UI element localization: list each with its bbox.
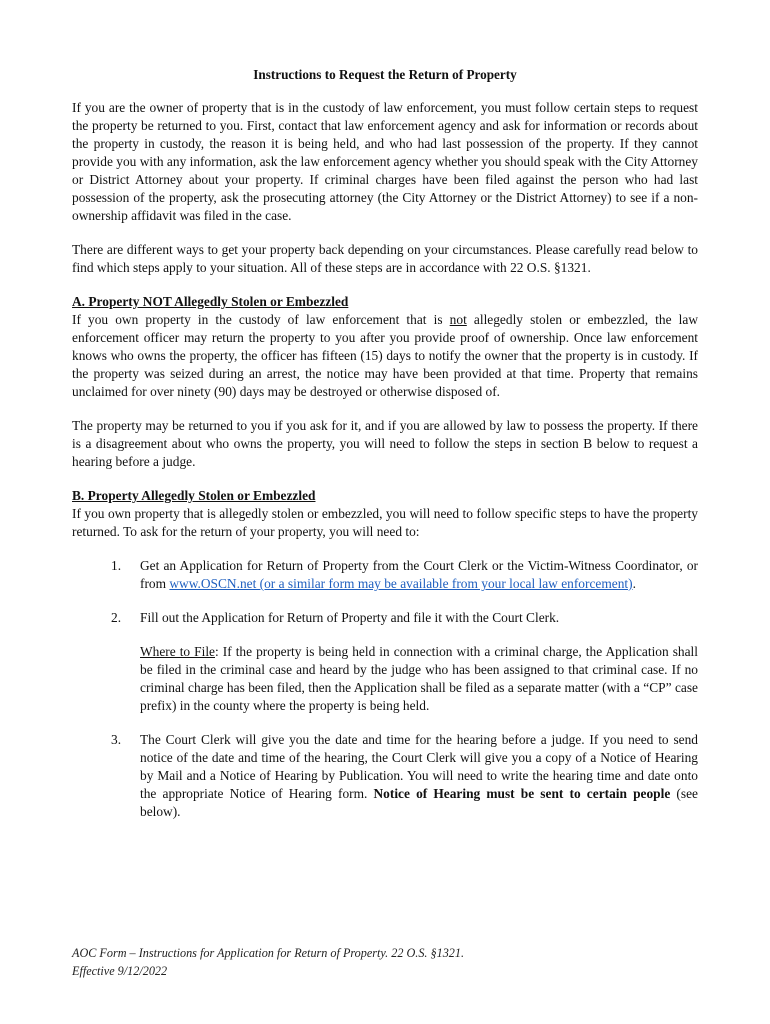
step-3-text-after: (see below). bbox=[140, 786, 698, 819]
section-a-p1-not: not bbox=[449, 312, 467, 327]
section-a-p1-before: If you own property in the custody of law enforcement that is bbox=[72, 312, 450, 327]
step-3-text: The Court Clerk will give you the date and time for the hearing before a judge. If you need to send notice of the date and time of the hearing, the Court Clerk will give you a copy of a Notice of Hearing by Mail and a Notice of Hearing by Publication. You will need to write the hearing time and date onto the appropriate Notice of Hearing form. bbox=[140, 732, 698, 801]
step-2 bbox=[72, 609, 698, 715]
section-b-intro: If you own property that is allegedly stolen or embezzled, you will need to follow specific steps to have the property returned. To ask for the return of your property, you will need to: bbox=[72, 506, 698, 539]
where-to-file-text: : If the property is being held in connection with a criminal charge, the Application shall be filed in the criminal case and heard by the judge who has been assigned to that criminal case. If no criminal charge has been filed, then the Application shall be filed as a separate matter (with a “CP” case prefix) in the county where the property is being held. bbox=[140, 644, 699, 713]
section-a-p1-after: allegedly stolen or embezzled, the law enforcement officer may return the property to you after you provide proof of ownership. Once law enforcement knows who owns the property, the officer has fifteen (15) days to notify the owner that the property is in custody. If the property was seized during an arrest, the notice may have been provided at that time. Property that remains unclaimed for over ninety (90) days may be destroyed or otherwise disposed of. bbox=[72, 312, 698, 399]
steps-list bbox=[72, 557, 698, 821]
step-3-bold-text: Notice of Hearing must be sent to certain people bbox=[373, 786, 671, 801]
step-1-number: 1. bbox=[111, 558, 122, 573]
section-a-paragraph-1 bbox=[72, 311, 698, 401]
page-footer bbox=[72, 944, 464, 980]
intro-paragraph-1: If you are the owner of property that is in the custody of law enforcement, you must follow certain steps to request the property be returned to you. First, contact that law enforcement agency and ask for information or records about the property in custody, the reason it is being held, and who had last possession of the property. If they cannot provide you with any information, ask the law enforcement agency whether you should speak with the City Attorney or District Attorney about your property. If criminal charges have been filed against the person who had last possession of the property, ask the prosecuting attorney (the City Attorney or the District Attorney) to see if a non-ownership affidavit was filed in the case. bbox=[72, 100, 698, 223]
where-to-file-paragraph bbox=[140, 643, 698, 715]
where-to-file-label: Where to File bbox=[140, 644, 215, 659]
footer-form-line: AOC Form – Instructions for Application for Return of Property. 22 O.S. §1321. bbox=[72, 946, 465, 960]
footer-effective-date: Effective 9/12/2022 bbox=[72, 964, 168, 978]
step-2-number: 2. bbox=[111, 610, 122, 625]
step-2-text: Fill out the Application for Return of Property and file it with the Court Clerk. bbox=[140, 610, 560, 625]
section-a-paragraph-2: The property may be returned to you if you ask for it, and if you are allowed by law to possess the property. If there is a disagreement about who owns the property, you will need to follow the steps in section B below to request a hearing before a judge. bbox=[72, 418, 698, 469]
step-3-number: 3. bbox=[111, 732, 122, 747]
oscn-link[interactable]: www.OSCN.net (or a similar form may be available from your local law enforcement) bbox=[169, 576, 633, 591]
section-b-heading: B. Property Allegedly Stolen or Embezzled bbox=[72, 488, 316, 503]
step-1 bbox=[72, 557, 698, 593]
section-a-heading: A. Property NOT Allegedly Stolen or Embezzled bbox=[72, 294, 349, 309]
step-3 bbox=[72, 731, 698, 821]
intro-paragraph-2: There are different ways to get your property back depending on your circumstances. Please carefully read below to find which steps apply to your situation. All of these steps are in accordance with 22 O.S. §1321. bbox=[72, 242, 698, 275]
document-title: Instructions to Request the Return of Property bbox=[253, 67, 517, 82]
step-1-text: Get an Application for Return of Property from the Court Clerk or the Victim-Witness Coordinator, or from bbox=[140, 558, 698, 591]
step-1-text-after: . bbox=[632, 576, 636, 591]
